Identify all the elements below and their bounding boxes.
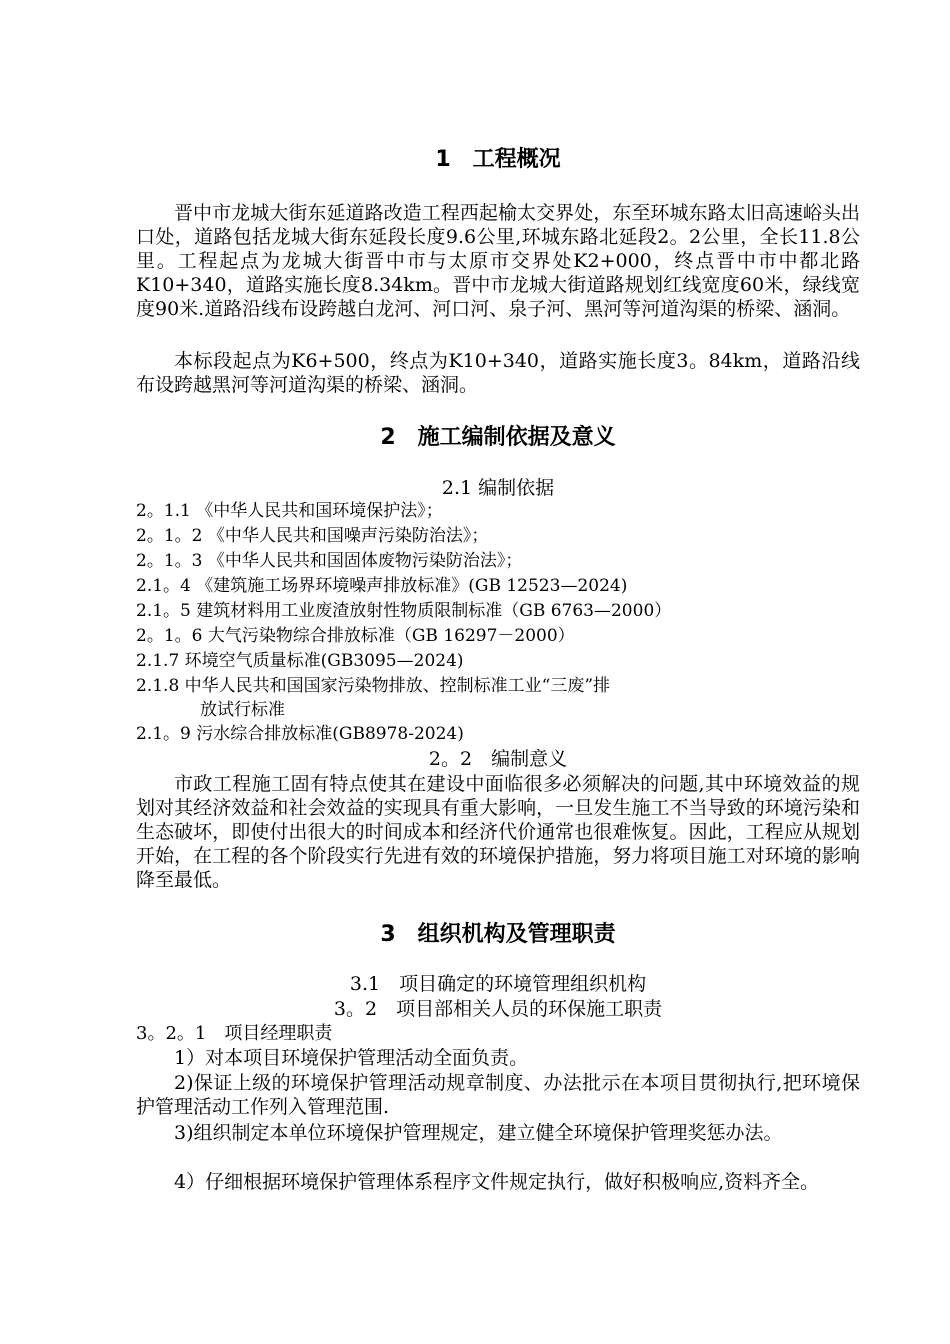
reference-item: 2。1。2 《中华人民共和国噪声污染防治法》； (136, 526, 489, 546)
section-1-number: 1 (435, 147, 451, 172)
section-1-paragraph-2: 本标段起点为K6+500，终点为K10+340，道路实施长度3。84km，道路沿线布设跨越黑河等河道沟渠的桥梁、涵洞。 (136, 350, 860, 396)
section-2-paragraph-1: 市政工程施工固有特点使其在建设中面临很多必须解决的问题,其中环境效益的规划对其经济效益和社会效益的实现具有重大影响，一旦发生施工不当导致的环境污染和生态破坏，即使付出很大的时间成本和经济代价通常也很难恢复。因此，工程应从规划开始，在工程的各个阶段实行先进有效的环境保护措施，努力将项目施工对环境的影响降至最低。 (136, 773, 860, 891)
section-3-title: 组织机构及管理职责 (417, 922, 616, 947)
reference-item: 2。1。3 《中华人民共和国固体废物污染防治法》； (136, 551, 523, 571)
duty-item: 1）对本项目环境保护管理活动全面负责。 (174, 1047, 529, 1069)
duty-item: 3)组织制定本单位环境保护管理规定，建立健全环境保护管理奖惩办法。 (174, 1122, 783, 1144)
section-2-heading (136, 424, 860, 452)
subsection-3-2-heading: 3。2 项目部相关人员的环保施工职责 (333, 998, 663, 1020)
subsection-2-1-heading: 2.1 编制依据 (441, 477, 555, 499)
reference-item: 2.1.8 中华人民共和国国家污染物排放、控制标准工业“三废”排 (136, 676, 611, 696)
subsection-3-2-1-heading: 3。2。1 项目经理职责 (136, 1023, 333, 1044)
reference-item: 2.1。9 污水综合排放标准(GB8978-2024) (136, 724, 464, 744)
section-1-title: 工程概况 (472, 147, 561, 172)
reference-item: 2.1。4 《建筑施工场界环境噪声排放标准》(GB 12523—2024) (136, 576, 628, 596)
section-3-number: 3 (380, 922, 396, 947)
section-2-title: 施工编制依据及意义 (417, 425, 616, 450)
section-1-paragraph-1: 晋中市龙城大街东延道路改造工程西起榆太交界处，东至环城东路太旧高速峪头出口处，道路包括龙城大街东延段长度9.6公里,环城东路北延段2。2公里，全长11.8公里。工程起点为龙城大街晋中市与太原市交界处K2+000，终点晋中市中都北路K10+340，道路实施长度8.34km。晋中市龙城大街道路规划红线宽度60米，绿线宽度90米.道路沿线布设跨越白龙河、河口河、泉子河、黑河等河道沟渠的桥梁、涵洞。 (136, 202, 860, 320)
reference-item: 2.1.7 环境空气质量标准(GB3095—2024) (136, 651, 464, 671)
reference-item: 2。1.1 《中华人民共和国环境保护法》； (136, 501, 443, 521)
duty-item: 2)保证上级的环境保护管理活动规章制度、办法批示在本项目贯彻执行,把环境保护管理活动工作列入管理范围. (136, 1072, 860, 1118)
reference-item: 2。1。6 大气污染物综合排放标准（GB 16297－2000） (136, 626, 575, 646)
duty-item: 4）仔细根据环境保护管理体系程序文件规定执行，做好积极响应,资料齐全。 (174, 1171, 820, 1193)
reference-item-continuation: 放试行标准 (200, 700, 285, 720)
section-2-number: 2 (380, 425, 396, 450)
subsection-2-2-heading: 2。2 编制意义 (428, 748, 568, 770)
section-3-heading (136, 921, 860, 949)
reference-item: 2.1。5 建筑材料用工业废渣放射性物质限制标准（GB 6763—2000） (136, 601, 672, 621)
section-1-heading (136, 146, 860, 174)
subsection-3-1-heading: 3.1 项目确定的环境管理组织机构 (349, 973, 647, 995)
